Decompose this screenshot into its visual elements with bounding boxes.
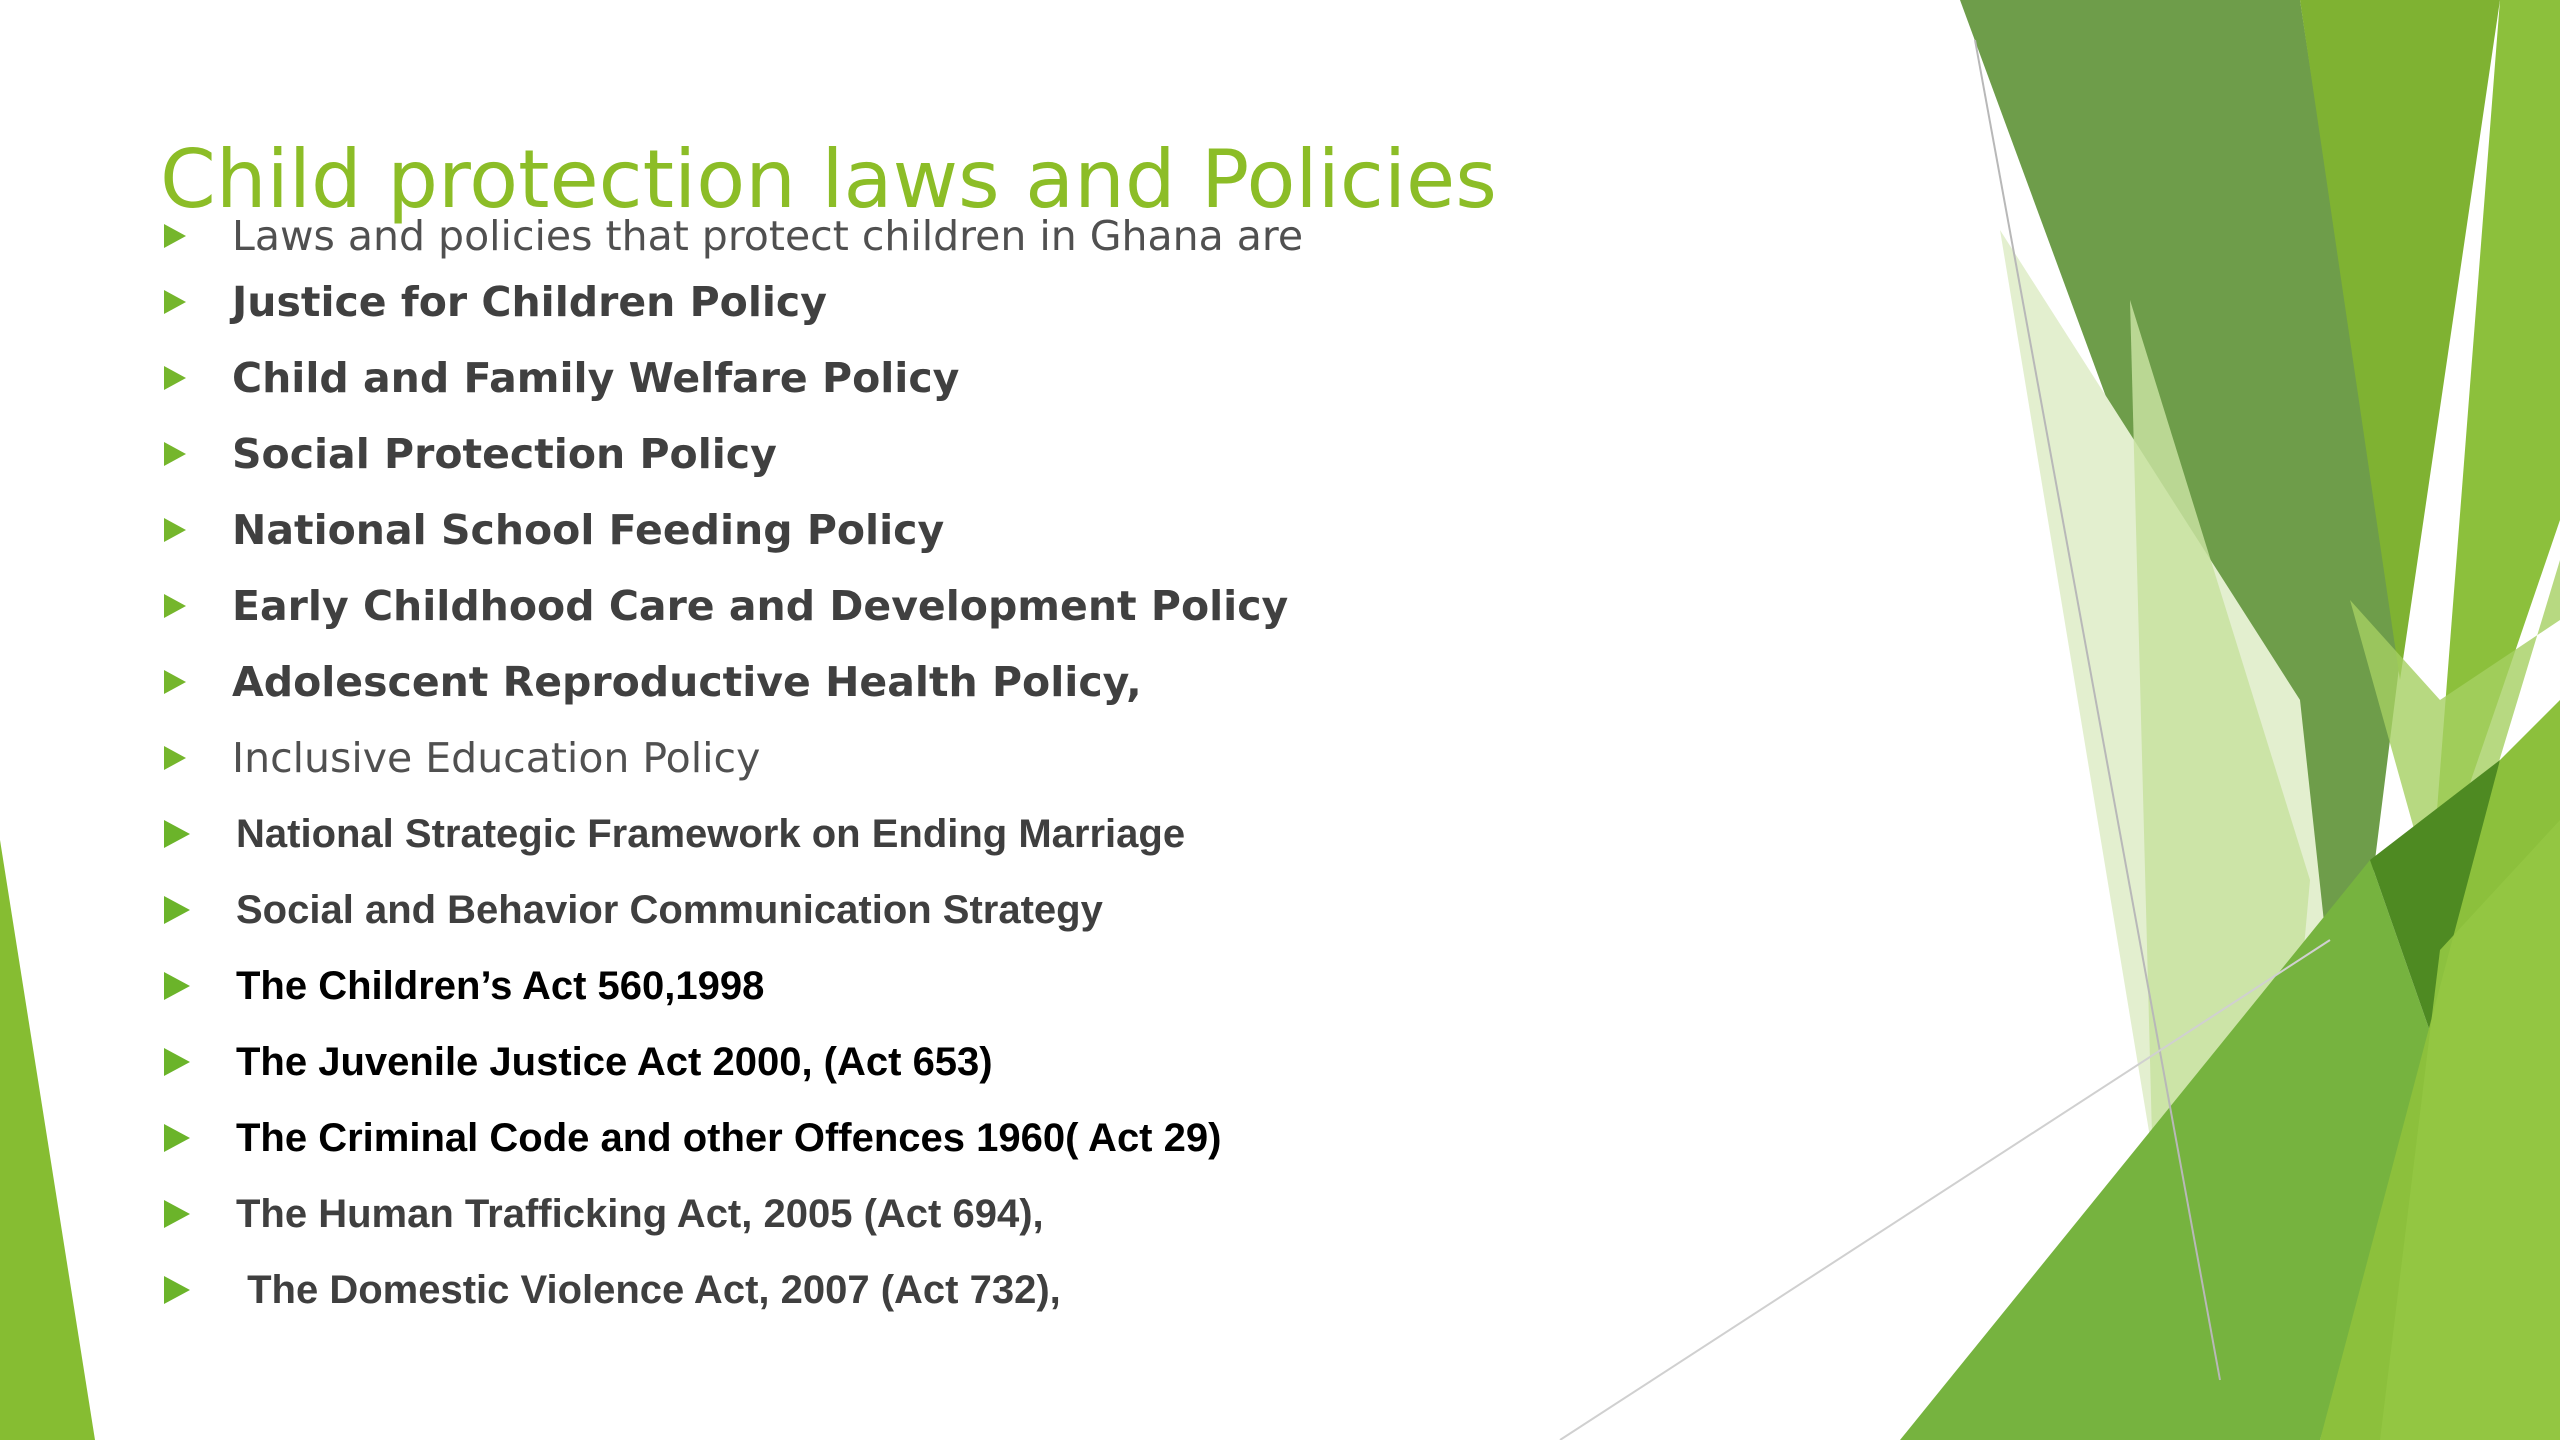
list-item: [160, 644, 1303, 720]
bullet-text: The Juvenile Justice Act 2000, (Act 653): [236, 1039, 993, 1084]
triangle-bullet-icon: [164, 820, 190, 848]
bullet-text: The Children’s Act 560,1998: [236, 963, 765, 1008]
bullet-text: Adolescent Reproductive Health Policy,: [232, 658, 1142, 706]
bullet-text: Laws and policies that protect children in Ghana are: [232, 212, 1304, 260]
list-item: [160, 720, 1303, 796]
bullet-text: Justice for Children Policy: [232, 278, 827, 326]
triangle-bullet-icon: [164, 896, 190, 924]
triangle-bullet-icon: [164, 518, 186, 542]
bullet-text: Early Childhood Care and Development Policy: [232, 582, 1289, 630]
bullet-text: Social Protection Policy: [232, 430, 777, 478]
triangle-bullet-icon: [164, 1276, 190, 1304]
bullet-text: The Criminal Code and other Offences 1960( Act 29): [236, 1115, 1222, 1160]
triangle-bullet-icon: [164, 224, 186, 248]
list-item: [160, 1024, 1303, 1100]
bullet-text: National School Feeding Policy: [232, 506, 945, 554]
triangle-bullet-icon: [164, 290, 186, 314]
list-item: [160, 568, 1303, 644]
list-item: [160, 872, 1303, 948]
bullet-list: [160, 212, 1304, 1328]
list-item: [160, 796, 1303, 872]
triangle-bullet-icon: [164, 366, 186, 390]
bullet-text: Inclusive Education Policy: [232, 734, 761, 782]
bullet-text: Social and Behavior Communication Strategy: [236, 887, 1103, 932]
list-item: [160, 264, 1303, 340]
list-item: [160, 208, 1303, 264]
triangle-bullet-icon: [164, 1124, 190, 1152]
list-item: [160, 340, 1303, 416]
triangle-bullet-icon: [164, 442, 186, 466]
bullet-text: The Human Trafficking Act, 2005 (Act 694),: [236, 1191, 1044, 1236]
bullet-text: Child and Family Welfare Policy: [232, 354, 960, 402]
triangle-bullet-icon: [164, 746, 186, 770]
bullet-text: National Strategic Framework on Ending Marriage: [236, 811, 1186, 856]
list-item: [160, 492, 1303, 568]
triangle-bullet-icon: [164, 1200, 190, 1228]
list-item: [160, 948, 1303, 1024]
list-item: [160, 416, 1303, 492]
triangle-bullet-icon: [164, 670, 186, 694]
triangle-bullet-icon: [164, 1048, 190, 1076]
slide-title: Child protection laws and Policies: [160, 133, 1497, 226]
list-item: [160, 1100, 1303, 1176]
triangle-bullet-icon: [164, 972, 190, 1000]
bullet-text: The Domestic Violence Act, 2007 (Act 732),: [236, 1267, 1061, 1312]
list-item: [160, 1176, 1303, 1252]
list-item: [160, 1252, 1303, 1328]
triangle-bullet-icon: [164, 594, 186, 618]
